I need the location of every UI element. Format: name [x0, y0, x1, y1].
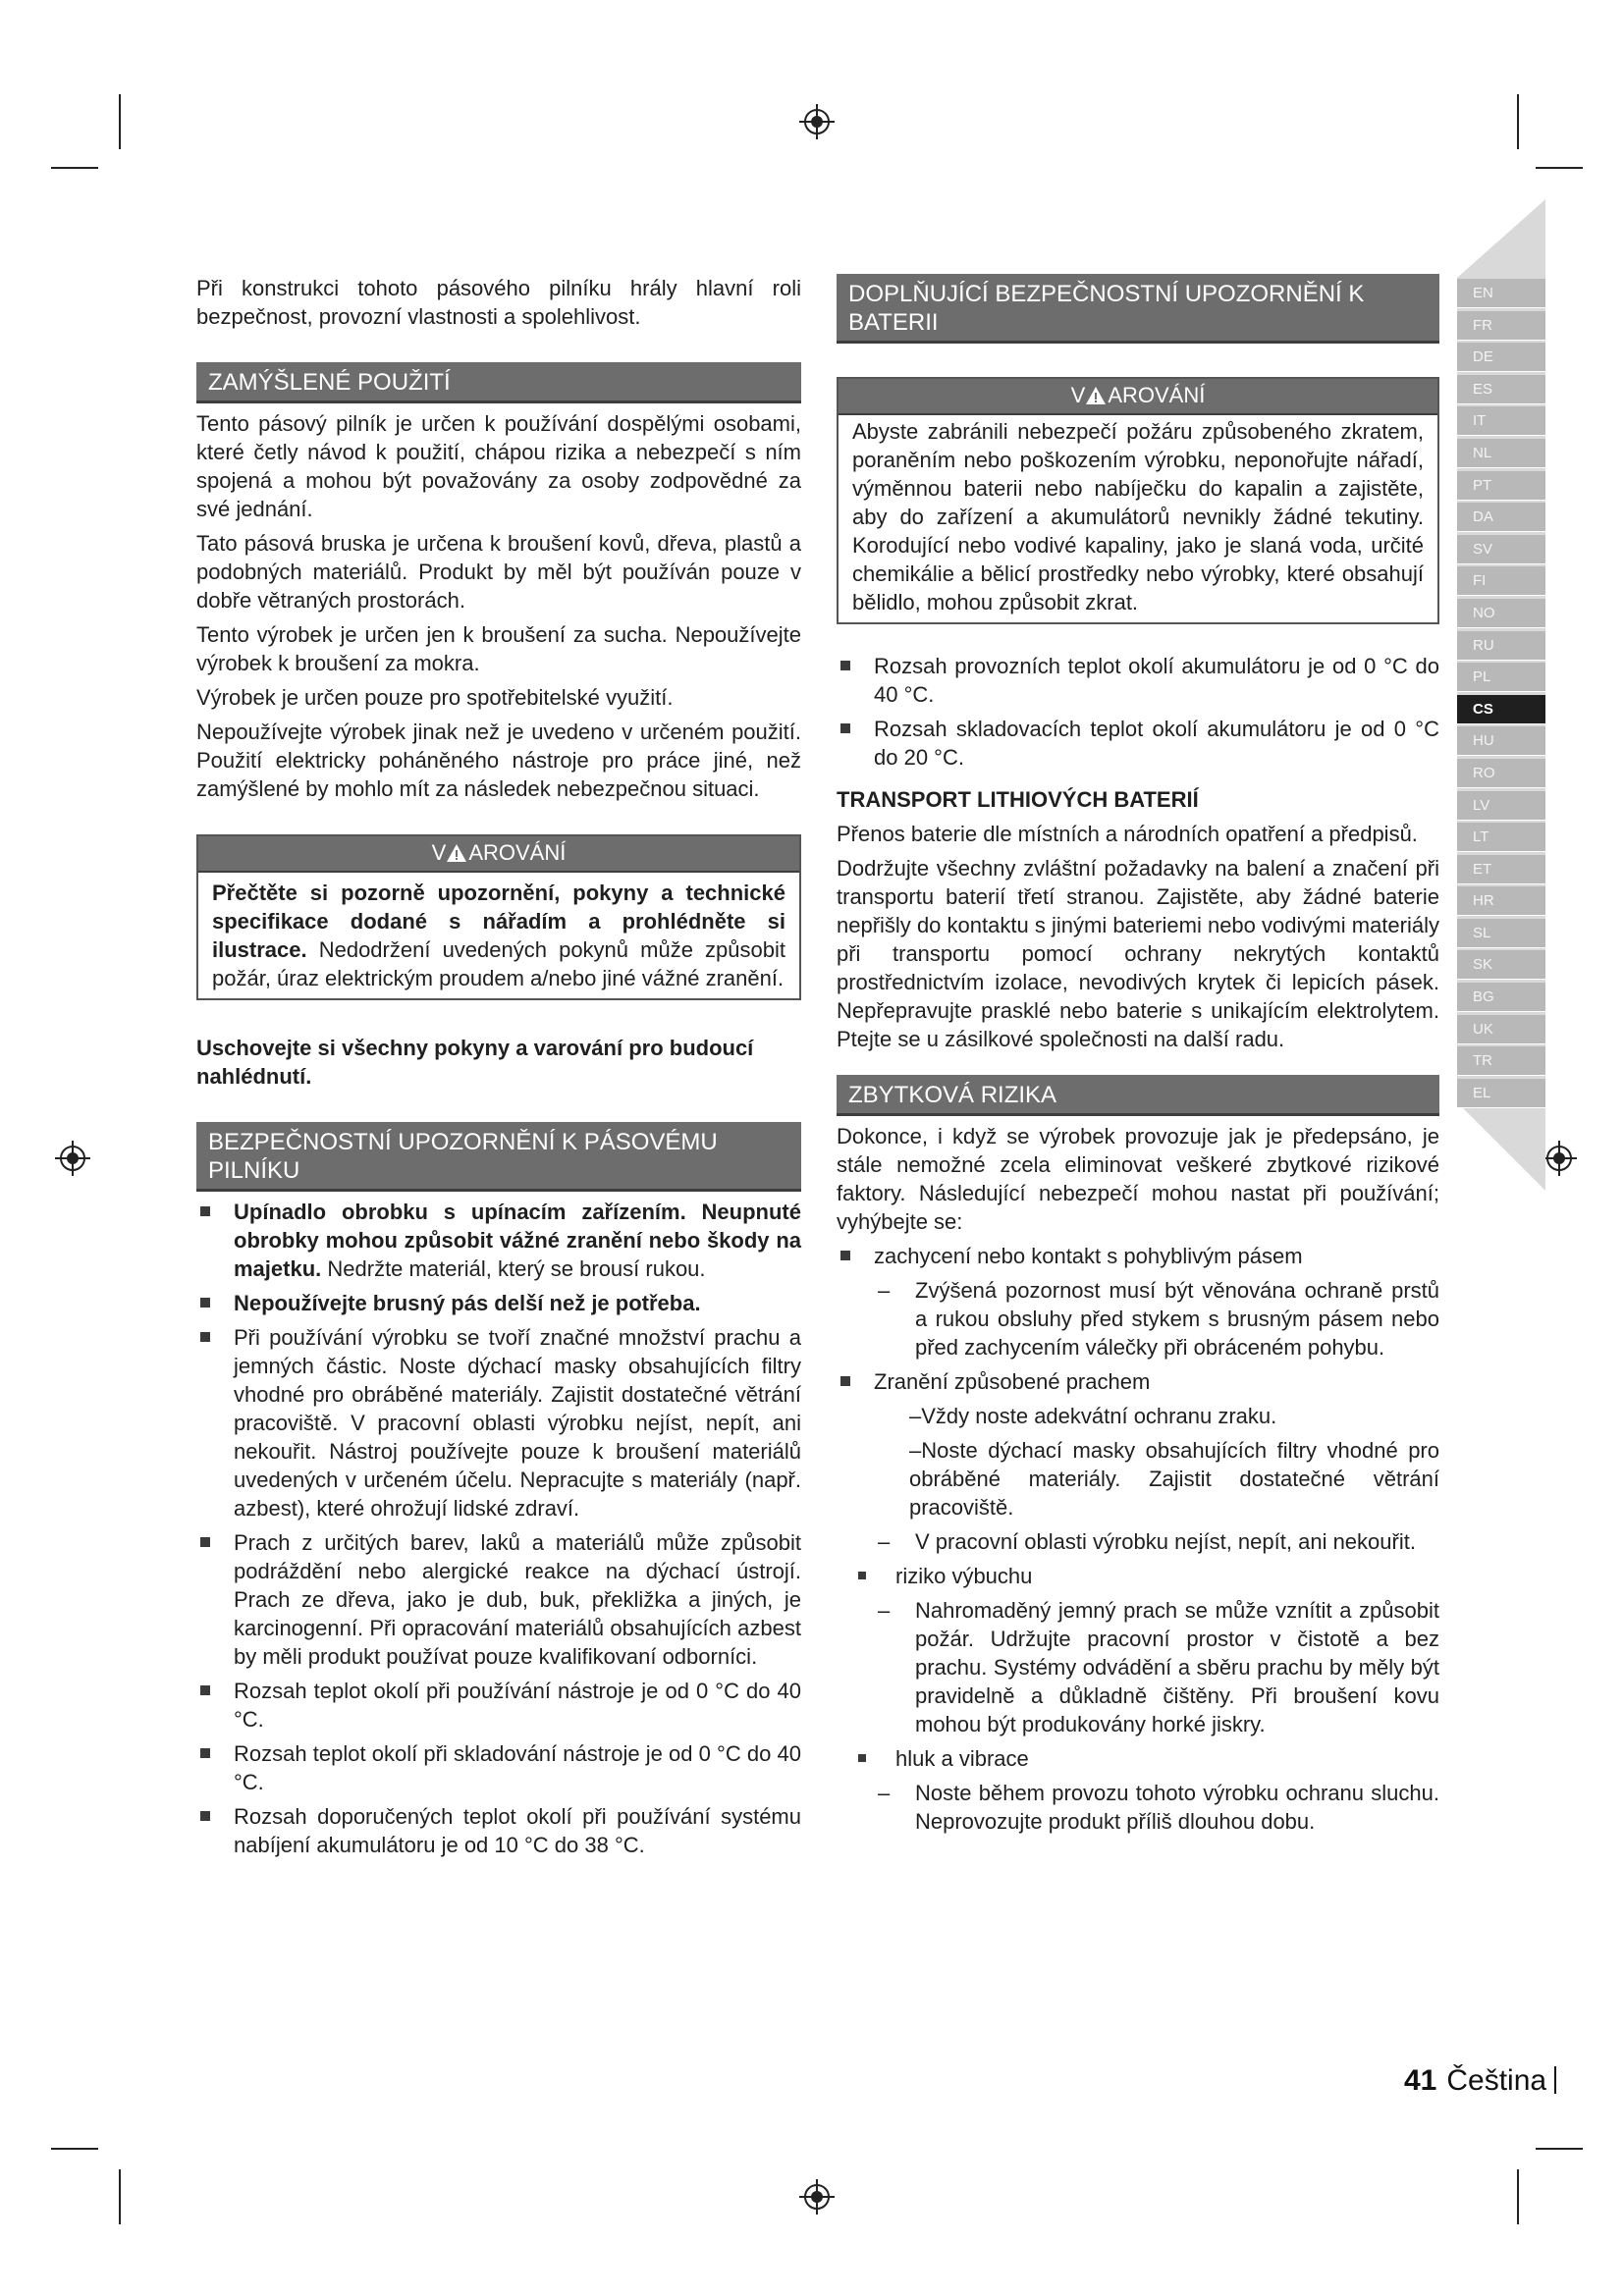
section-heading: DOPLŇUJÍCÍ BEZPEČNOSTNÍ UPOZORNĚNÍ K BATERII — [837, 274, 1439, 344]
language-tab-nl[interactable]: NL — [1457, 439, 1545, 468]
language-tab-sv[interactable]: SV — [1457, 535, 1545, 564]
list-item: riziko výbuchu — [837, 1562, 1439, 1590]
language-tab-en[interactable]: EN — [1457, 279, 1545, 308]
residual-list — [837, 1562, 1439, 1590]
list-item: Rozsah teplot okolí při používání nástroje je od 0 °C do 40 °C. — [196, 1677, 801, 1734]
warning-normal-text: Nedodržení uvedených pokynů může způsobit požár, úraz elektrickým proudem a/nebo jiné vážné zranění. — [212, 937, 785, 990]
language-tab-el[interactable]: EL — [1457, 1079, 1545, 1108]
list-item: zachycení nebo kontakt s pohyblivým pásem — [837, 1242, 1439, 1270]
list-item: Upínadlo obrobku s upínacím zařízením. Neupnuté obrobky mohou způsobit vážné zranění nebo škody na majetku. Nedržte materiál, který se brousí rukou. — [196, 1198, 801, 1283]
language-tab-sk[interactable]: SK — [1457, 950, 1545, 980]
page-number — [1404, 2064, 1556, 2098]
crop-mark — [119, 2169, 121, 2224]
language-tab-pt[interactable]: PT — [1457, 471, 1545, 501]
language-tab-et[interactable]: ET — [1457, 855, 1545, 884]
list-item: – Zvýšená pozornost musí být věnována ochraně prstů a rukou obsluhy před stykem s brusným pásem nebo před zachycením válečky při obráceném pohybu. — [878, 1278, 1439, 1360]
warning-heading — [198, 836, 799, 873]
section-heading: ZAMÝŠLENÉ POUŽITÍ — [196, 362, 801, 403]
paragraph: Tento pásový pilník je určen k používání dospělými osobami, které četly návod k použití, chápou rizika a nebezpečí s ním spojená a mohou být považovány za osoby zodpovědné za své jednání. — [196, 411, 801, 521]
warning-title: AROVÁNÍ — [468, 840, 567, 865]
list-item: Rozsah skladovacích teplot okolí akumulátoru je od 0 °C do 20 °C. — [837, 715, 1439, 772]
language-tab-lt[interactable]: LT — [1457, 823, 1545, 852]
crop-mark — [1517, 2169, 1519, 2224]
residual-sublist — [837, 1779, 1439, 1836]
section-heading: BEZPEČNOSTNÍ UPOZORNĚNÍ K PÁSOVÉMU PILNÍKU — [196, 1122, 801, 1192]
language-tab-it[interactable]: IT — [1457, 406, 1545, 436]
language-tab-lv[interactable]: LV — [1457, 791, 1545, 821]
section-heading: ZBYTKOVÁ RIZIKA — [837, 1075, 1439, 1116]
warning-title-prefix: V — [1070, 383, 1086, 407]
warning-triangle-icon — [446, 843, 467, 863]
list-item: – Nahromaděný jemný prach se může vznítit a způsobit požár. Udržujte pracovní prostor v čistotě a bez prachu. Systémy odvádění a sběru prachu by měly být pravidelně a důkladně čištěny. Při broušení kovu mohou být produkovány horké jiskry. — [878, 1598, 1439, 1736]
warning-box — [196, 834, 801, 1000]
registration-mark-icon — [1540, 1139, 1579, 1178]
list-item: Zranění způsobené prachem — [837, 1367, 1439, 1396]
residual-list — [837, 1242, 1439, 1270]
crop-mark — [51, 2148, 98, 2150]
intro-paragraph: Při konstrukci tohoto pásového pilníku hrály hlavní roli bezpečnost, provozní vlastnosti a spolehlivost. — [196, 276, 801, 329]
battery-warning-box — [837, 377, 1439, 624]
language-tabs — [1457, 279, 1545, 1110]
warning-text: Abyste zabránili nebezpečí požáru způsobeného zkratem, poraněním nebo poškozením výrobku, neponořujte nářadí, výměnnou baterii nebo nabíječku do kapalin a zajistěte, aby do zařízení a akumulátorů nevnikly žádné tekutiny. Korodující nebo vodivé kapaliny, jako je slaná voda, určité chemikálie a bělicí prostředky nebo výrobky, které obsahují bělidlo, mohou způsobit zkrat. — [852, 419, 1424, 614]
language-tab-ro[interactable]: RO — [1457, 759, 1545, 788]
residual-list — [837, 1367, 1439, 1396]
keep-instructions: Uschovejte si všechny pokyny a varování pro budoucí nahlédnutí. — [196, 1036, 754, 1089]
list-item: Rozsah teplot okolí při skladování nástroje je od 0 °C do 40 °C. — [196, 1739, 801, 1796]
crop-mark — [51, 167, 98, 169]
right-column — [837, 274, 1439, 1842]
language-tab-tr[interactable]: TR — [1457, 1046, 1545, 1076]
list-item: –Vždy noste adekvátní ochranu zraku. — [909, 1404, 1277, 1428]
list-item: Prach z určitých barev, laků a materiálů může způsobit podráždění nebo alergické reakce na dýchací ústrojí. Prach ze dřeva, jako je dub, buk, překližka a jiných, je karcinogenní. Při opracování materiálů obsahujících azbest by měli produkt používat pouze kvalifikovaní odborníci. — [196, 1528, 801, 1671]
paragraph: Nepoužívejte výrobek jinak než je uvedeno v určeném použití. Použití elektricky poháněného nástroje pro práce jiné, než zamýšlené by mohlo mít za následek nebezpečnou situaci. — [196, 720, 801, 801]
paragraph: Tento výrobek je určen jen k broušení za sucha. Nepoužívejte výrobek k broušení za mokra. — [196, 622, 801, 675]
page-number-value: 41 — [1404, 2064, 1437, 2097]
list-item: Při používání výrobku se tvoří značné množství prachu a jemných částic. Noste dýchací masky obsahujících filtry vhodné pro obráběné materiály. Zajistit dostatečné větrání pracoviště. V pracovní oblasti výrobku nejíst, nepít, ani nekouřit. Nástroj používejte pouze k broušení materiálů uvedených v určeném účelu. Nepracujte s materiály (např. azbest), které ohrožují lidské zdraví. — [196, 1323, 801, 1522]
language-tab-hu[interactable]: HU — [1457, 726, 1545, 756]
language-tab-de[interactable]: DE — [1457, 343, 1545, 372]
language-tab-es[interactable]: ES — [1457, 375, 1545, 404]
language-tab-uk[interactable]: UK — [1457, 1015, 1545, 1044]
crop-mark — [1517, 94, 1519, 149]
warning-title: AROVÁNÍ — [1108, 383, 1206, 407]
residual-sublist — [837, 1276, 1439, 1362]
paragraph: Dokonce, i když se výrobek provozuje jak je předepsáno, je stále nemožné zcela eliminovat veškeré zbytkové rizikové faktory. Následující nebezpečí mohou nastat při používání; vyhýbejte se: — [837, 1124, 1439, 1234]
page-language: Čeština — [1446, 2064, 1547, 2097]
language-tab-cs[interactable]: CS — [1457, 695, 1545, 724]
list-item: Rozsah doporučených teplot okolí při používání systému nabíjení akumulátoru je od 10 °C do 38 °C. — [196, 1802, 801, 1859]
language-tab-pl[interactable]: PL — [1457, 663, 1545, 692]
registration-mark-icon — [797, 2177, 837, 2216]
battery-temp-list — [837, 652, 1439, 772]
warning-title-prefix: V — [431, 840, 447, 865]
residual-sublist — [837, 1402, 1439, 1556]
paragraph: Přenos baterie dle místních a národních opatření a předpisů. — [837, 822, 1418, 846]
language-tab-da[interactable]: DA — [1457, 503, 1545, 532]
list-item: – Noste během provozu tohoto výrobku ochranu sluchu. Neprovozujte produkt příliš dlouhou dobu. — [878, 1781, 1439, 1834]
sub-heading: TRANSPORT LITHIOVÝCH BATERIÍ — [837, 787, 1199, 812]
registration-mark-icon — [53, 1139, 92, 1178]
crop-mark — [119, 94, 121, 149]
warning-triangle-icon — [1085, 386, 1107, 405]
list-item: – V pracovní oblasti výrobku nejíst, nepít, ani nekouřit. — [878, 1529, 1416, 1554]
crop-mark — [1536, 167, 1583, 169]
belt-safety-list — [196, 1198, 801, 1859]
residual-list — [837, 1744, 1439, 1773]
list-item: Nepoužívejte brusný pás delší než je potřeba. — [196, 1289, 801, 1317]
left-column — [196, 274, 801, 1865]
language-tab-hr[interactable]: HR — [1457, 886, 1545, 916]
language-tab-ru[interactable]: RU — [1457, 631, 1545, 661]
registration-mark-icon — [797, 102, 837, 141]
language-tab-fi[interactable]: FI — [1457, 566, 1545, 596]
language-tab-sl[interactable]: SL — [1457, 919, 1545, 948]
residual-sublist — [837, 1596, 1439, 1738]
warning-bold-text: Přečtěte si pozorně upozornění, pokyny a technické specifikace dodané s nářadím a prohlédněte si ilustrace. — [212, 881, 785, 962]
warning-text — [198, 873, 799, 998]
language-tab-bg[interactable]: BG — [1457, 983, 1545, 1012]
list-item: Rozsah provozních teplot okolí akumulátoru je od 0 °C do 40 °C. — [837, 652, 1439, 709]
language-tab-no[interactable]: NO — [1457, 599, 1545, 628]
warning-heading — [839, 379, 1437, 415]
list-item: –Noste dýchací masky obsahujících filtry vhodné pro obráběné materiály. Zajistit dostatečné větrání pracoviště. — [909, 1438, 1439, 1520]
crop-mark — [1536, 2148, 1583, 2150]
language-tab-fr[interactable]: FR — [1457, 311, 1545, 341]
paragraph: Tato pásová bruska je určena k broušení kovů, dřeva, plastů a podobných materiálů. Produkt by měl být používán pouze v dobře větraných prostorách. — [196, 531, 801, 613]
paragraph: Výrobek je určen pouze pro spotřebitelské využití. — [196, 685, 674, 710]
paragraph: Dodržujte všechny zvláštní požadavky na balení a značení při transportu baterií třetí stranou. Zajistěte, aby žádné baterie nepřišly do kontaktu s jinými bateriemi nebo vodivými materiály při transportu pomocí ochrany nekrytých kontaktů prostřednictvím izolace, nevodivých krytek či lepicích pásek. Nepřepravujte prasklé nebo baterie s unikajícím elektrolytem. Ptejte se u zásilkové společnosti na další radu. — [837, 856, 1439, 1051]
list-item: hluk a vibrace — [837, 1744, 1439, 1773]
